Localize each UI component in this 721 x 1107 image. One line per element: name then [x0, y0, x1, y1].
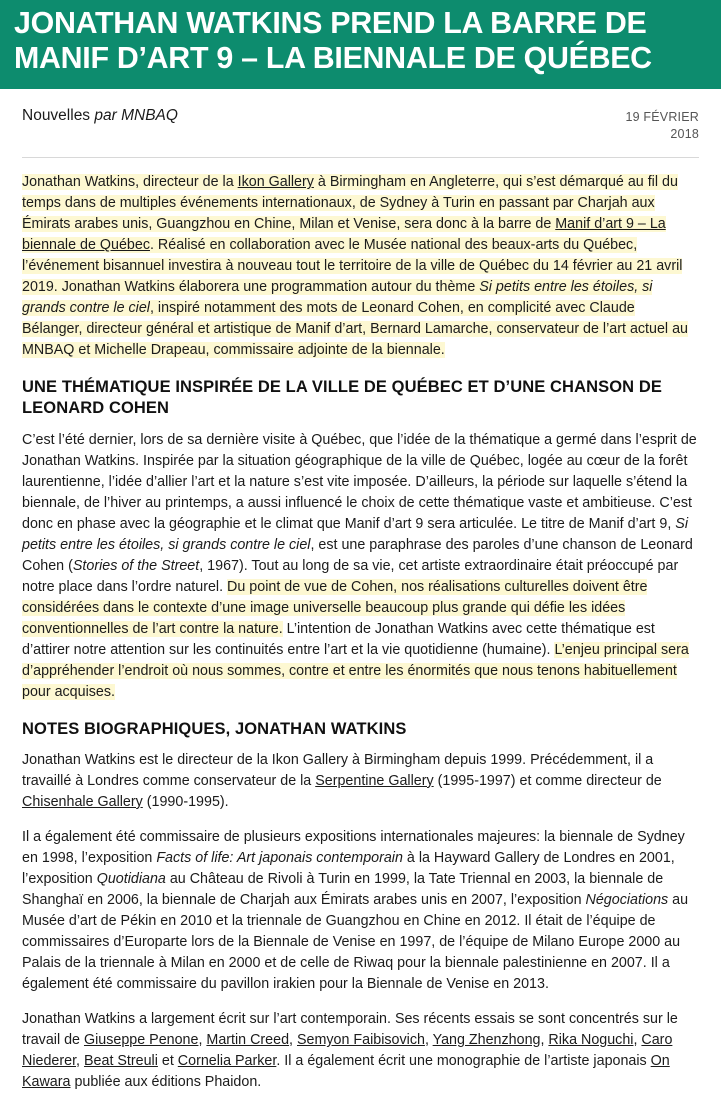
- lead-text-seg2: à Birmingham en Angleterre, qui s’est démarqué au fil du temps dans de multiples événements internationaux, de Sydney à Turin en passant par Charjah aux Émirats arabes unis, Guangzhou en Chine, Milan et Venise, sera donc à la barre de: [22, 174, 678, 233]
- s2p3-text-c: publiée aux éditions Phaidon.: [70, 1074, 262, 1091]
- s1-text-a: C’est l’été dernier, lors de sa dernière visite à Québec, que l’idée de la thématique a germé dans l’esprit de Jonathan Watkins. Inspirée par la situation géographique de la ville de Québec, logée au cœur de la forêt laurentienne, l’idée d’allier l’art et la nature s’est vite imposée. D’ailleurs, la période sur laquelle s’étend la biennale, de l’hiver au printemps, a aussi influencé le choix de cette thématique vaste et ambitieuse. C’est donc en phase avec la géographie et le climat que Manif d’art 9 sera articulée. Le titre de Manif d’art 9,: [22, 431, 697, 532]
- link-rika-noguchi[interactable]: Rika Noguchi: [548, 1032, 634, 1049]
- lead-text-seg3: . Réalisé en collaboration avec le Musée national des beaux-arts du Québec, l’événement bisannuel investira à nouveau tout le territoire de la ville de Québec du 14 février au 21 avril 2019.: [22, 237, 683, 296]
- link-manif-dart-9[interactable]: Manif d’art 9 – La biennale de Québec: [22, 216, 666, 254]
- lead-theme-title: Si petits entre les étoiles, si grands contre le ciel: [22, 279, 653, 317]
- s2p3-sep-1: ,: [198, 1032, 207, 1049]
- lead-text-seg1: Jonathan Watkins, directeur de la: [22, 174, 238, 191]
- s2p3-sep-5: ,: [633, 1032, 642, 1049]
- link-ikon-gallery[interactable]: Ikon Gallery: [237, 174, 314, 191]
- section-heading-thematique: UNE THÉMATIQUE INSPIRÉE DE LA VILLE DE QUÉBEC ET D’UNE CHANSON DE LEONARD COHEN: [22, 378, 662, 418]
- s2p2-text-c: au Château de Rivoli à Turin en 1999, la Tate Triennal en 2003, la biennale de Shanghaï en 2006, la biennale de Charjah aux Émirats arabes unis en 2007, l’exposition: [22, 870, 664, 908]
- page-title: JONATHAN WATKINS PREND LA BARRE DE MANIF D’ART 9 – LA BIENNALE DE QUÉBEC: [14, 5, 652, 75]
- link-martin-creed[interactable]: Martin Creed: [206, 1032, 290, 1049]
- s2p3-text-a: Jonathan Watkins a largement écrit sur l’art contemporain. Ses récents essais se sont concentrés sur le travail de: [22, 1011, 678, 1049]
- article-author: MNBAQ: [121, 107, 178, 125]
- article-meta-row: [22, 89, 699, 158]
- s2p2-italic-3: Négociations: [585, 891, 669, 908]
- link-yang-zhenzhong[interactable]: Yang Zhenzhong: [432, 1032, 541, 1049]
- s2p3-sep-4: ,: [540, 1032, 549, 1049]
- lead-text-seg5: , inspiré notamment des mots de Leonard Cohen, en complicité avec Claude Bélanger, directeur général et artistique de Manif d’art, Bernard Lamarche, conservateur de l’art actuel au MNBAQ et Michelle Drapeau, commissaire adjointe de la biennale.: [22, 300, 688, 359]
- s2p2-text-b: à la Hayward Gallery de Londres en 2001, l’exposition: [22, 849, 675, 887]
- article-date-day: 19 FÉVRIER: [625, 110, 699, 125]
- s2p3-text-b: . Il a également écrit une monographie de l’artiste japonais: [276, 1053, 651, 1070]
- link-serpentine-gallery[interactable]: Serpentine Gallery: [315, 772, 434, 789]
- link-caro-niederer[interactable]: Caro Niederer: [22, 1032, 673, 1070]
- article-byline-by: par: [94, 107, 117, 125]
- s2p1-text-c: (1990-1995).: [142, 793, 229, 810]
- s2p3-sep-6: ,: [76, 1053, 84, 1070]
- article-byline: [22, 107, 178, 125]
- article-date: [625, 107, 699, 143]
- s2p2-text-d: au Musée d’art de Pékin en 2010 et la triennale de Guangzhou en Chine en 2012. Il était de l’équipe de commissaires d’Europarte lors de la Biennale de Venise en 1997, de l’équipe de Milano Europe 2000 au Palais de la triennale à Milan en 2000 et de celle de Riwaq pour la biennale palestinienne en 2007. Il a également été commissaire du pavillon irakien pour la Biennale de Venise en 2013.: [22, 891, 689, 993]
- s1-text-c: , 1967). Tout au long de sa vie, cet artiste extraordinaire était préoccupé par notre place dans l’ordre naturel.: [22, 557, 679, 595]
- link-chisenhale-gallery[interactable]: Chisenhale Gallery: [22, 793, 143, 810]
- article-date-year: 2018: [670, 127, 699, 142]
- link-cornelia-parker[interactable]: Cornelia Parker: [177, 1053, 277, 1070]
- section2-paragraph-1: [22, 750, 699, 813]
- section-heading-notes-biographiques: NOTES BIOGRAPHIQUES, JONATHAN WATKINS: [22, 719, 407, 738]
- section1-paragraph: [22, 430, 699, 703]
- link-beat-streuli[interactable]: Beat Streuli: [84, 1053, 158, 1070]
- s2p2-text-a: Il a également été commissaire de plusieurs expositions internationales majeures: la biennale de Sydney en 1998, l’exposition: [22, 828, 685, 866]
- link-semyon-faibisovich[interactable]: Semyon Faibisovich: [297, 1032, 425, 1049]
- link-on-kawara[interactable]: On Kawara: [22, 1053, 670, 1091]
- page-header-banner: [0, 0, 721, 89]
- s1-title-italic-2: Stories of the Street: [72, 557, 200, 574]
- s2p3-sep-7: et: [157, 1053, 178, 1070]
- section2-paragraph-3: [22, 1009, 699, 1093]
- s2p2-italic-2: Quotidiana: [96, 870, 166, 887]
- s1-title-italic-1: Si petits entre les étoiles, si grands contre le ciel: [22, 515, 688, 553]
- s1-highlight-1: Du point de vue de Cohen, nos réalisations culturelles doivent être considérées dans le contexte d’une image universelle beaucoup plus grande qui défie les idées conventionnelles de l’art contre la nature.: [22, 578, 648, 637]
- article-category: Nouvelles: [22, 107, 91, 125]
- article-content: [0, 89, 721, 1093]
- s1-text-b: , est une paraphrase des paroles d’une chanson de Leonard Cohen (: [22, 536, 693, 574]
- s2p2-italic-1: Facts of life: Art japonais contemporain: [156, 849, 403, 866]
- s2p1-text-a: Jonathan Watkins est le directeur de la Ikon Gallery à Birmingham depuis 1999. Précédemment, il a travaillé à Londres comme conservateur de la: [22, 751, 654, 789]
- s1-highlight-2: L’enjeu principal sera d’appréhender l’endroit où nous sommes, contre et entre les énormités que nous tenons habituellement pour acquises.: [22, 641, 689, 700]
- s2p3-sep-2: ,: [289, 1032, 297, 1049]
- link-giuseppe-penone[interactable]: Giuseppe Penone: [83, 1032, 199, 1049]
- lead-paragraph: [22, 172, 699, 361]
- s1-text-d: L’intention de Jonathan Watkins avec cette thématique est d’attirer notre attention sur les continuités entre l’art et la vie quotidienne (humaine).: [22, 620, 655, 658]
- section2-paragraph-2: [22, 827, 699, 995]
- lead-text-seg4: Jonathan Watkins élaborera une programmation autour du thème: [61, 279, 480, 296]
- s2p1-text-b: (1995-1997) et comme directeur de: [433, 772, 662, 789]
- s2p3-sep-3: ,: [424, 1032, 433, 1049]
